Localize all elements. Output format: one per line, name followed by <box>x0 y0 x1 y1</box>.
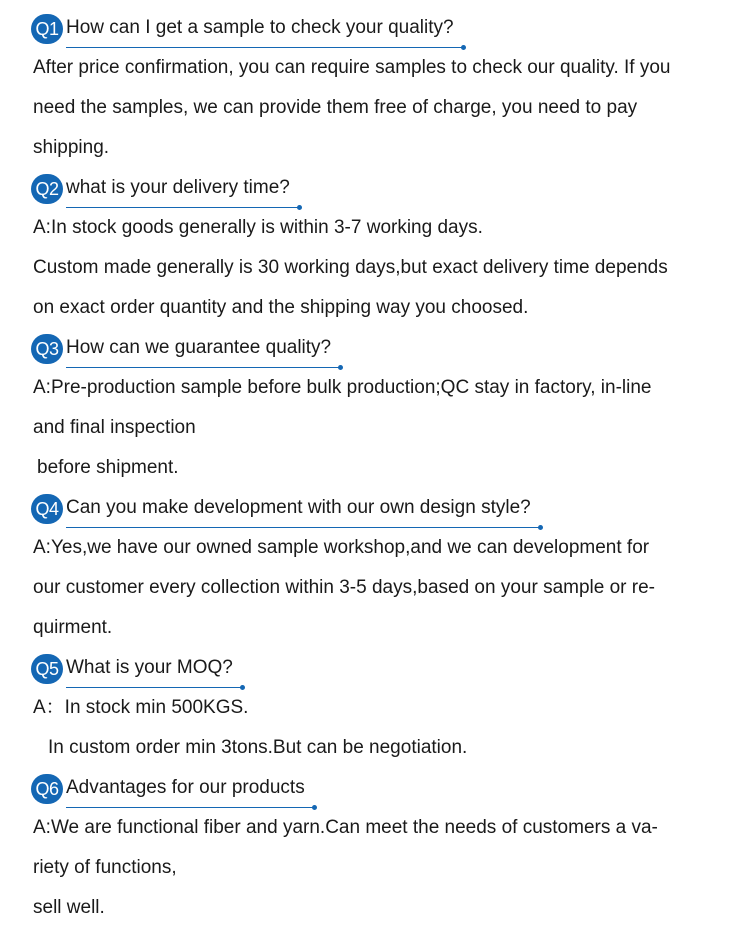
question-heading <box>66 168 294 208</box>
question-text: Advantages for our products <box>66 777 305 798</box>
question-row-q5 <box>0 648 750 688</box>
answer-line: shipping. <box>33 137 110 158</box>
question-underline <box>66 807 315 808</box>
answer-line: In custom order min 3tons.But can be negotiation. <box>48 737 468 758</box>
answer-line: A:Yes,we have our owned sample workshop,and we can development for <box>33 537 650 558</box>
answer-line: After price confirmation, you can require samples to check our quality. If you <box>33 57 671 78</box>
question-underline <box>66 527 541 528</box>
answer-line: sell well. <box>33 897 105 918</box>
answer-line: riety of functions, <box>33 857 177 878</box>
question-row-q4 <box>0 488 750 528</box>
question-underline <box>66 47 464 48</box>
question-badge: Q1 <box>31 14 63 44</box>
answer-line: A:We are functional fiber and yarn.Can meet the needs of customers a va- <box>33 817 658 838</box>
answer-line: and final inspection <box>33 417 196 438</box>
question-row-q6 <box>0 768 750 808</box>
question-text: what is your delivery time? <box>66 177 290 198</box>
question-underline <box>66 207 300 208</box>
question-row-q1 <box>0 8 750 48</box>
answer-line: A:In stock goods generally is within 3-7 working days. <box>33 217 483 238</box>
answer-line: A:Pre-production sample before bulk production;QC stay in factory, in-line <box>33 377 652 398</box>
question-row-q2 <box>0 168 750 208</box>
answer-line: our customer every collection within 3-5 days,based on your sample or re- <box>33 577 656 598</box>
question-heading <box>66 488 535 528</box>
question-badge: Q5 <box>31 654 63 684</box>
question-badge: Q3 <box>31 334 63 364</box>
question-text: Can you make development with our own design style? <box>66 497 531 518</box>
question-badge: Q4 <box>31 494 63 524</box>
answer-line: A：In stock min 500KGS. <box>33 697 249 718</box>
answer-line: Custom made generally is 30 working days,but exact delivery time depends <box>33 257 668 278</box>
question-heading <box>66 8 458 48</box>
question-text: What is your MOQ? <box>66 657 233 678</box>
question-heading <box>66 768 309 808</box>
answer-line: quirment. <box>33 617 113 638</box>
faq-list <box>0 8 750 928</box>
question-badge: Q6 <box>31 774 63 804</box>
question-heading <box>66 648 237 688</box>
question-heading <box>66 328 335 368</box>
question-row-q3 <box>0 328 750 368</box>
answer-line: need the samples, we can provide them free of charge, you need to pay <box>33 97 638 118</box>
question-underline <box>66 687 243 688</box>
question-badge: Q2 <box>31 174 63 204</box>
question-text: How can we guarantee quality? <box>66 337 332 358</box>
answer-line: before shipment. <box>37 457 179 478</box>
question-underline <box>66 367 341 368</box>
answer-line: on exact order quantity and the shipping way you choosed. <box>33 297 529 318</box>
question-text: How can I get a sample to check your quality? <box>66 17 454 38</box>
